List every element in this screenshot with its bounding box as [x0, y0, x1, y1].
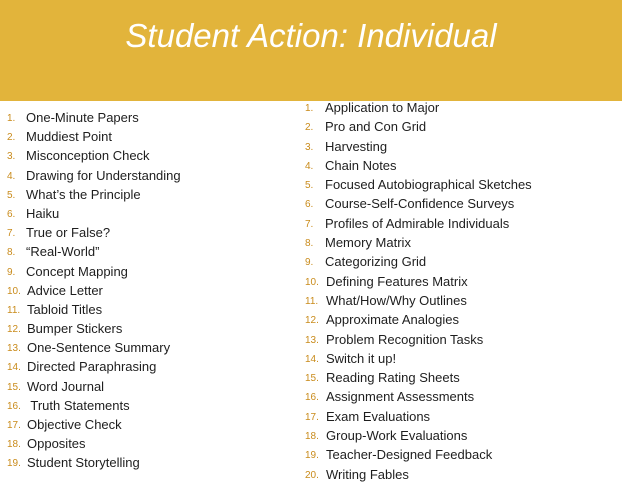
item-number: 4. — [305, 160, 314, 172]
item-number: 10. — [305, 276, 319, 288]
list-item — [7, 146, 181, 165]
list-item — [305, 175, 532, 194]
list-item — [305, 368, 532, 387]
item-number: 17. — [7, 420, 21, 431]
list-item — [7, 357, 181, 376]
item-number: 8. — [305, 238, 314, 250]
item-text: Defining Features Matrix — [326, 273, 468, 289]
item-text: One-Sentence Summary — [27, 340, 171, 356]
item-text: Teacher-Designed Feedback — [326, 447, 493, 463]
list-item — [7, 300, 181, 319]
item-number: 3. — [7, 151, 16, 163]
item-text: “Real-World” — [26, 244, 100, 260]
item-number: 19. — [305, 450, 319, 462]
item-text: Application to Major — [325, 100, 440, 115]
list-item — [305, 407, 532, 426]
item-number: 6. — [7, 208, 16, 220]
item-text: Student Storytelling — [27, 455, 140, 471]
item-text: Drawing for Understanding — [26, 167, 181, 183]
item-number: 1. — [305, 103, 314, 114]
item-number: 7. — [305, 218, 314, 230]
item-number: 18. — [7, 439, 21, 451]
item-number: 10. — [7, 285, 21, 297]
item-text: Directed Paraphrasing — [27, 359, 157, 375]
list-item — [7, 166, 181, 185]
list-item — [305, 272, 532, 291]
item-number: 8. — [7, 247, 16, 259]
list-item — [305, 426, 532, 445]
item-text: Objective Check — [27, 417, 122, 432]
item-number: 13. — [305, 334, 319, 346]
item-number: 6. — [305, 199, 314, 211]
item-text: Exam Evaluations — [326, 408, 431, 424]
item-number: 16. — [7, 400, 21, 412]
item-number: 15. — [7, 381, 21, 393]
list-item — [7, 223, 181, 242]
item-text: Categorizing Grid — [325, 254, 427, 270]
item-number: 4. — [7, 170, 16, 182]
item-text: Assignment Assessments — [326, 389, 475, 405]
list-item — [305, 252, 532, 271]
item-number: 1. — [7, 113, 16, 124]
list-item — [305, 214, 532, 233]
list-item — [7, 185, 181, 204]
item-text: Advice Letter — [27, 282, 103, 298]
item-text: Word Journal — [27, 378, 105, 394]
item-text: Tabloid Titles — [27, 301, 103, 317]
item-text: Haiku — [26, 205, 60, 221]
item-text: Truth Statements — [27, 397, 130, 413]
item-text: Switch it up! — [326, 350, 397, 366]
title-banner — [0, 0, 622, 101]
list-item — [305, 98, 532, 117]
list-item — [7, 415, 181, 434]
item-number: 11. — [305, 295, 319, 307]
list-item — [305, 117, 532, 136]
item-number: 5. — [305, 180, 314, 192]
slide-title: Student Action: Individual — [125, 17, 497, 54]
list-item — [7, 127, 181, 146]
list-item — [7, 377, 181, 396]
item-text: One-Minute Papers — [26, 110, 139, 125]
right-list — [305, 98, 532, 484]
list-item — [7, 242, 181, 261]
list-item — [7, 262, 181, 281]
item-text: Group-Work Evaluations — [326, 428, 468, 444]
list-item — [305, 137, 532, 156]
item-number: 3. — [305, 141, 314, 153]
item-text: Problem Recognition Tasks — [326, 331, 484, 347]
item-number: 11. — [7, 304, 21, 316]
item-text: What’s the Principle — [26, 186, 141, 202]
item-text: Bumper Stickers — [27, 321, 123, 337]
item-text: Focused Autobiographical Sketches — [325, 177, 532, 193]
item-text: Course-Self-Confidence Surveys — [325, 196, 515, 212]
list-item — [305, 387, 532, 406]
item-number: 14. — [305, 353, 319, 365]
item-text: Harvesting — [325, 138, 388, 154]
item-text: Reading Rating Sheets — [326, 370, 460, 386]
item-text: Opposites — [27, 436, 86, 452]
list-item — [305, 349, 532, 368]
item-text: Chain Notes — [325, 157, 397, 173]
item-number: 14. — [7, 362, 21, 374]
item-text: Writing Fables — [326, 466, 409, 482]
list-item — [7, 281, 181, 300]
list-item — [305, 310, 532, 329]
item-number: 17. — [305, 411, 319, 423]
item-text: Memory Matrix — [325, 235, 411, 251]
item-number: 12. — [305, 315, 319, 327]
item-number: 12. — [7, 324, 21, 336]
item-number: 5. — [7, 189, 16, 201]
list-item — [305, 445, 532, 464]
item-number: 16. — [305, 392, 319, 404]
item-text: Concept Mapping — [26, 263, 128, 279]
item-number: 9. — [7, 266, 16, 278]
left-list — [7, 108, 181, 473]
list-item — [7, 453, 181, 472]
item-text: Misconception Check — [26, 148, 150, 164]
item-text: Pro and Con Grid — [325, 119, 427, 135]
list-item — [7, 396, 181, 415]
item-text: What/How/Why Outlines — [326, 292, 467, 308]
list-item — [305, 291, 532, 310]
item-number: 2. — [7, 132, 16, 144]
item-number: 13. — [7, 343, 21, 355]
item-text: True or False? — [26, 225, 111, 241]
list-item — [305, 156, 532, 175]
item-number: 2. — [305, 122, 314, 134]
list-item — [305, 233, 532, 252]
list-item — [7, 108, 181, 127]
item-number: 7. — [7, 228, 16, 240]
list-item — [305, 465, 532, 484]
item-number: 19. — [7, 458, 21, 470]
list-item — [305, 194, 532, 213]
list-item — [7, 204, 181, 223]
item-text: Profiles of Admirable Individuals — [325, 215, 510, 231]
item-number: 15. — [305, 373, 319, 385]
list-item — [7, 319, 181, 338]
item-text: Muddiest Point — [26, 129, 112, 145]
item-text: Approximate Analogies — [326, 312, 459, 328]
item-number: 9. — [305, 257, 314, 269]
list-item — [7, 338, 181, 357]
list-item — [7, 434, 181, 453]
item-number: 20. — [305, 469, 319, 481]
list-item — [305, 330, 532, 349]
item-number: 18. — [305, 431, 319, 443]
